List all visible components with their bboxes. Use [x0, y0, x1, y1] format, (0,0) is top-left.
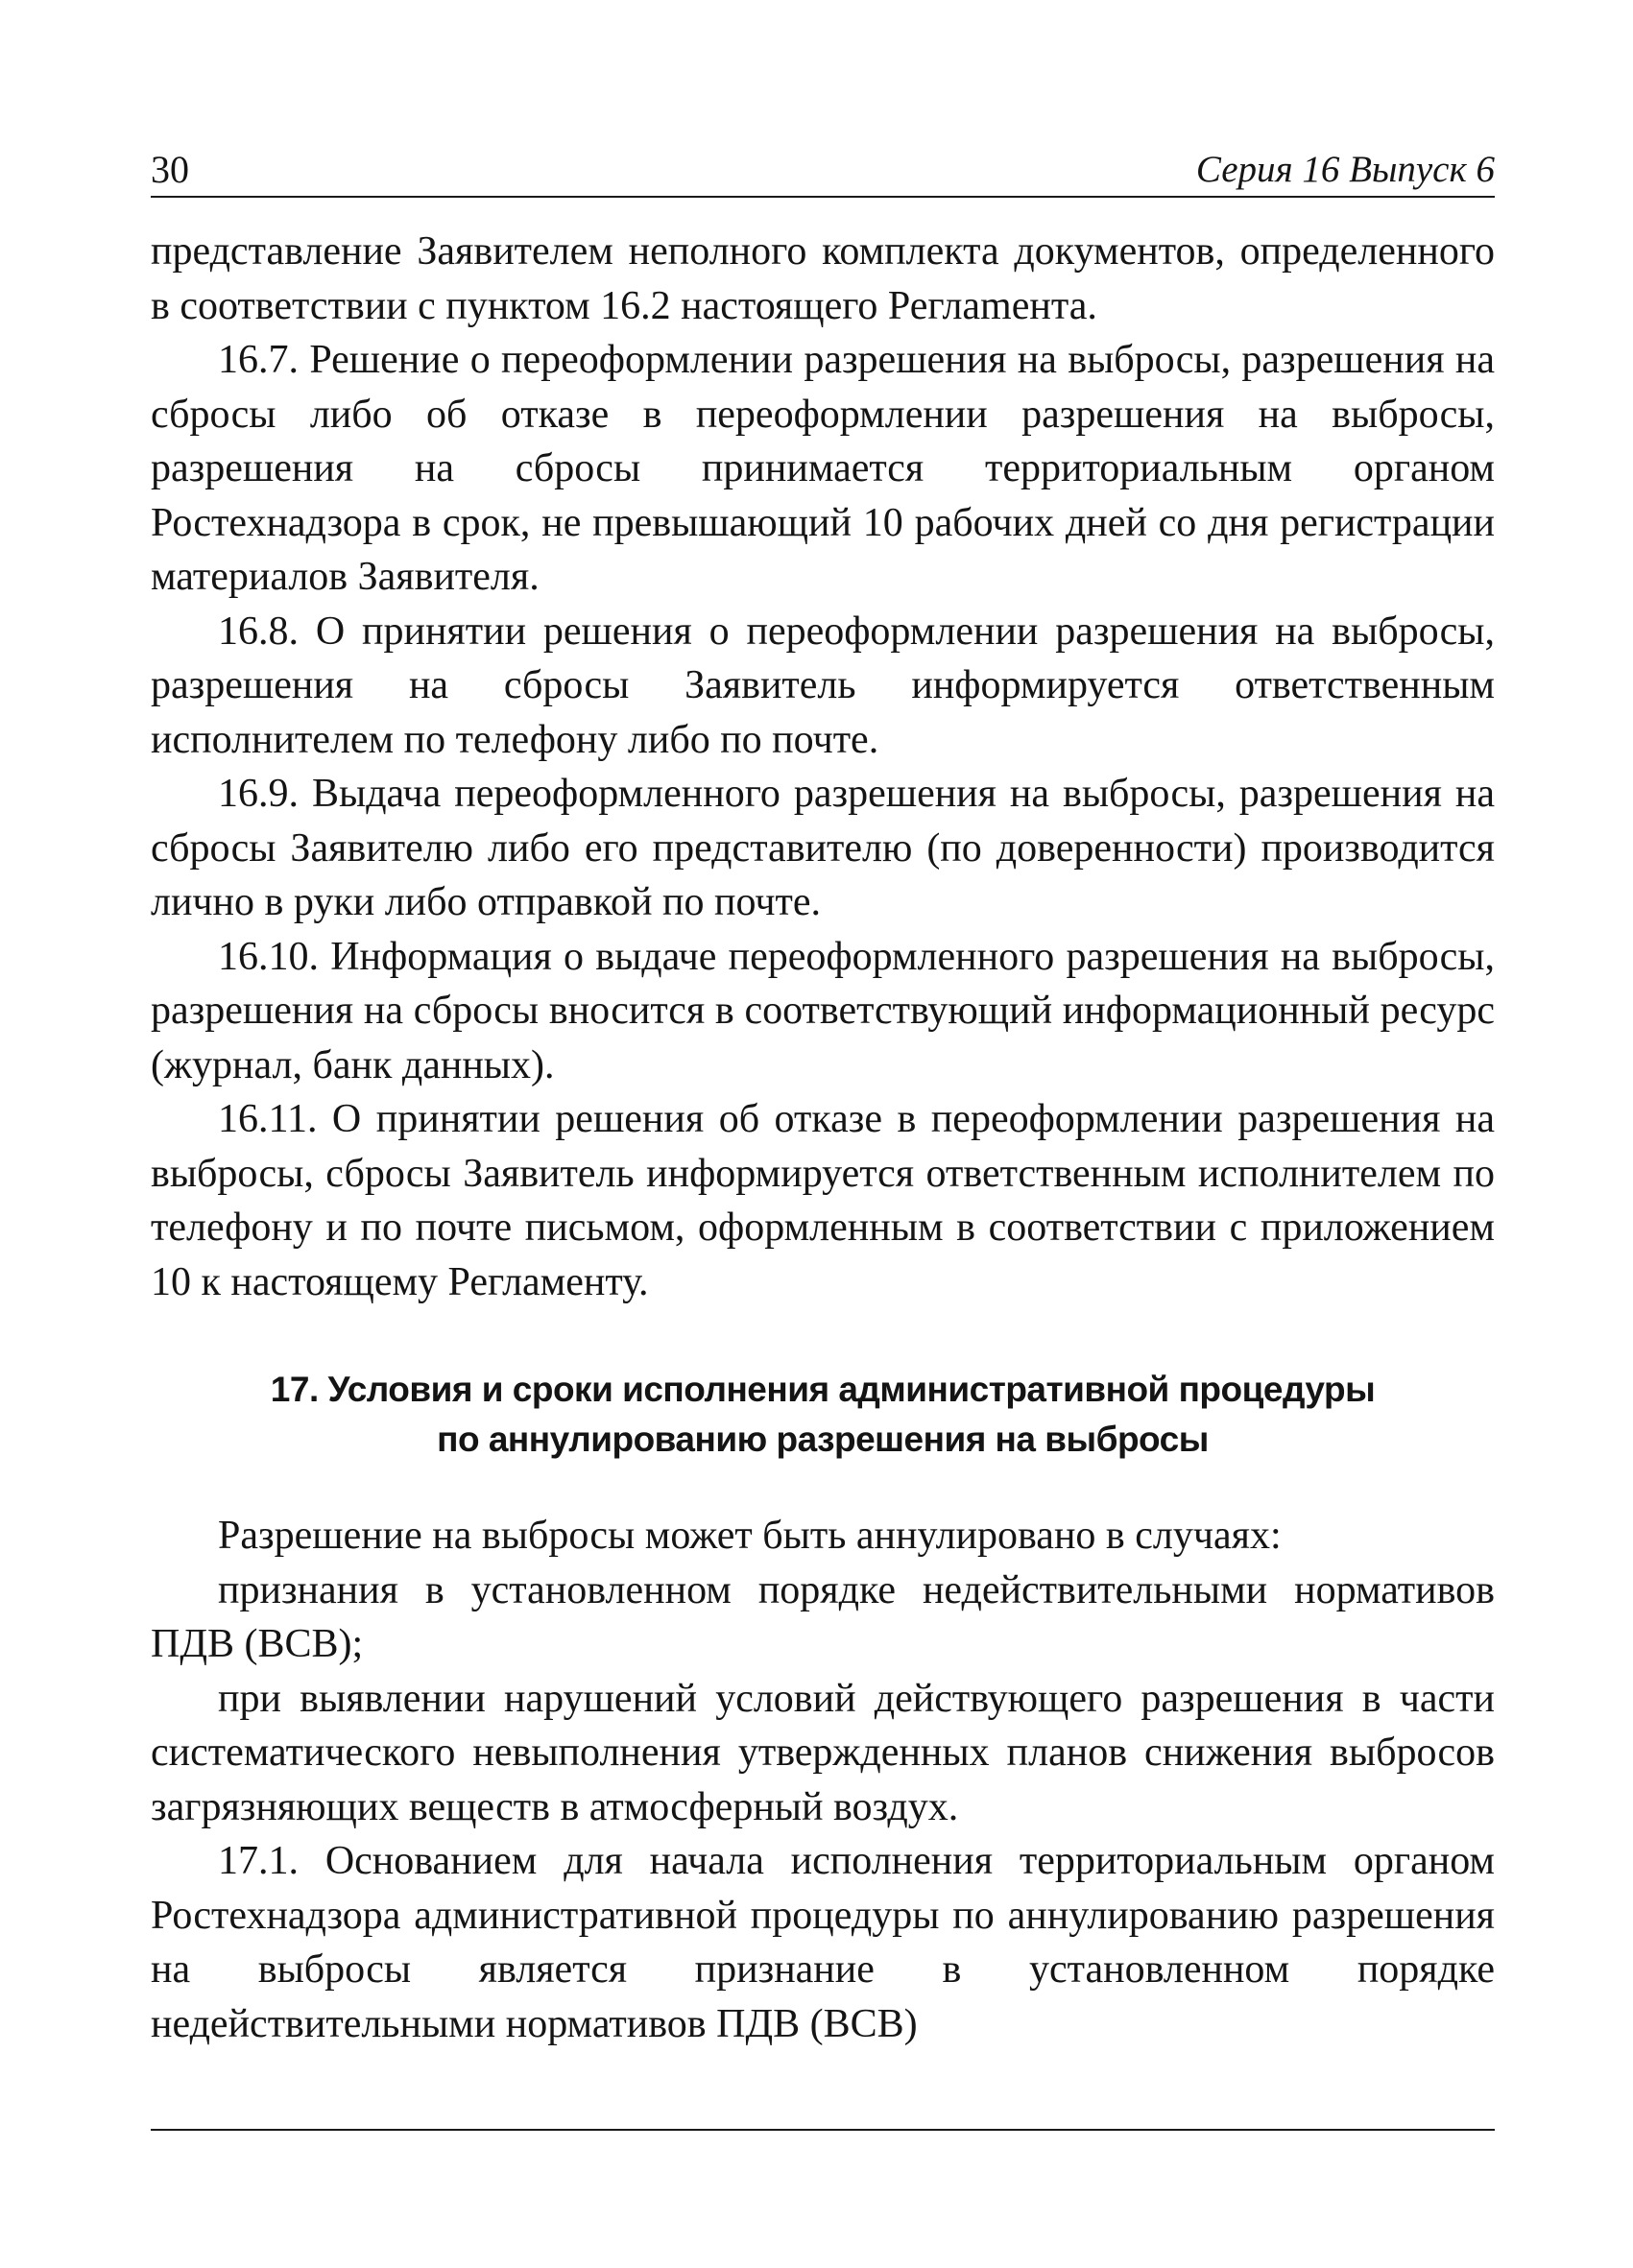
series-label: Серия 16 Выпуск 6 [1195, 149, 1495, 190]
page-number: 30 [151, 148, 189, 191]
paragraph-16-8: 16.8. О принятии решения о переоформлении разрешения на выбросы, разрешения на сбросы Заявитель информируется ответственным исполнителем по телефону либо по почте. [151, 609, 1495, 762]
paragraph-16-9: 16.9. Выдача переоформленного разрешения на выбросы, разрешения на сбросы Заявителю либо его представителю (по доверенности) производится лично в руки либо отправкой по почте. [151, 772, 1495, 924]
paragraph-16-7: 16.7. Решение о переоформлении разрешения на выбросы, разрешения на сбросы либо об отказе в переоформлении разрешения на выбросы, разрешения на сбросы принимается территориальным органом Ростехнадзора в срок, не превышающий 10 рабочих дней со дня регистрации материалов Заявителя. [151, 338, 1495, 599]
section-heading-line-1: 17. Условия и сроки исполнения административной процедуры [270, 1370, 1376, 1409]
paragraph: представление Заявителем неполного комплекта документов, определенного в соответствии с пунктом 16.2 настоящего Реглаmента. [151, 229, 1495, 328]
section-heading-line-2: по аннулированию разрешения на выбросы [437, 1420, 1209, 1459]
body-text [151, 225, 1495, 1309]
paragraph: признания в установленном порядке недействительными нормативов ПДВ (ВСВ); [151, 1567, 1495, 1666]
section-heading [151, 1365, 1495, 1465]
paragraph-17-1: 17.1. Основанием для начала исполнения территориальным органом Ростехнадзора административной процедуры по аннулированию разрешения на выбросы является признание в установленном порядке недействительными нормативов ПДВ (ВСВ) [151, 1839, 1495, 2046]
paragraph: при выявлении нарушений условий действующего разрешения в части систематического невыполнения утвержденных планов снижения выбросов загрязняющих веществ в атмосферный воздух. [151, 1676, 1495, 1829]
running-header [151, 144, 1495, 198]
body-text-section-17 [151, 1509, 1495, 2051]
document-page [151, 144, 1495, 2051]
paragraph: Разрешение на выбросы может быть аннулировано в случаях: [218, 1514, 1282, 1558]
paragraph-16-11: 16.11. О принятии решения об отказе в переоформлении разрешения на выбросы, сбросы Заявитель информируется ответственным исполнителем по телефону и по почте письмом, оформленным в соответствии с приложением 10 к настоящему Регламенту. [151, 1097, 1495, 1304]
footer-rule [151, 2129, 1495, 2131]
paragraph-16-10: 16.10. Информация о выдаче переоформленного разрешения на выбросы, разрешения на сбросы вносится в соответствующий информационный ресурс (журнал, банк данных). [151, 934, 1495, 1087]
